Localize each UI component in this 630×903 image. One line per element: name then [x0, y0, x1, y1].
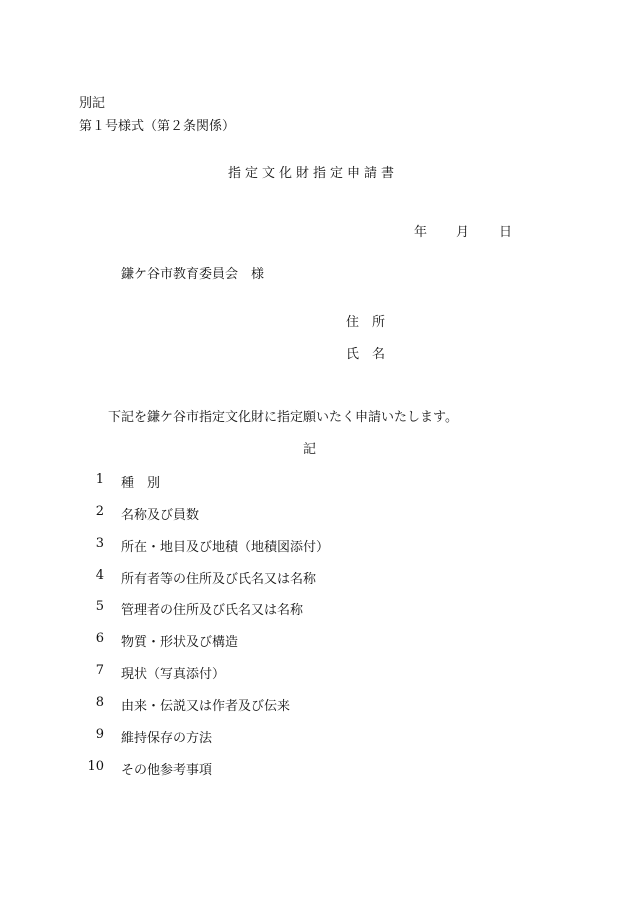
item-number: 3 — [95, 536, 104, 551]
item-label: 現状（写真添付） — [121, 667, 226, 682]
item-label: その他参考事項 — [121, 763, 213, 778]
item-label: 名称及び員数 — [121, 508, 200, 523]
address-label: 住 所 — [346, 315, 386, 330]
list-item — [0, 759, 400, 778]
ki-heading: 記 — [303, 442, 317, 457]
date-month-label: 月 — [456, 225, 470, 240]
item-label: 所有者等の住所及び氏名又は名称 — [121, 572, 317, 587]
item-number: 10 — [87, 759, 104, 774]
request-text: 下記を鎌ケ谷市指定文化財に指定願いたく申請いたします。 — [108, 410, 458, 425]
item-number: 8 — [95, 695, 104, 710]
item-number: 9 — [95, 727, 104, 742]
addressee: 鎌ケ谷市教育委員会 様 — [121, 267, 265, 282]
name-label: 氏 名 — [346, 347, 386, 362]
list-item — [0, 727, 400, 746]
list-item — [0, 631, 400, 650]
date-day-label: 日 — [499, 225, 513, 240]
item-number: 2 — [95, 504, 104, 519]
annex-label: 別記 — [79, 96, 106, 111]
list-item — [0, 695, 400, 714]
date-year-label: 年 — [414, 225, 428, 240]
form-number: 第１号様式（第２条関係） — [79, 119, 236, 134]
list-item — [0, 568, 400, 587]
item-label: 種 別 — [121, 476, 161, 491]
list-item — [0, 663, 400, 682]
list-item — [0, 504, 400, 523]
item-label: 由来・伝説又は作者及び伝来 — [121, 699, 291, 714]
item-label: 維持保存の方法 — [121, 731, 213, 746]
item-number: 1 — [95, 472, 104, 487]
item-number: 4 — [95, 568, 104, 583]
item-label: 物質・形状及び構造 — [121, 635, 239, 650]
item-number: 6 — [95, 631, 104, 646]
document-title: 指定文化財指定申請書 — [228, 166, 399, 181]
list-item — [0, 472, 400, 491]
item-number: 5 — [95, 599, 104, 614]
list-item — [0, 536, 400, 555]
item-number: 7 — [95, 663, 104, 678]
list-item — [0, 599, 400, 618]
item-label: 所在・地目及び地積（地積図添付） — [121, 540, 330, 555]
item-label: 管理者の住所及び氏名又は名称 — [121, 603, 304, 618]
